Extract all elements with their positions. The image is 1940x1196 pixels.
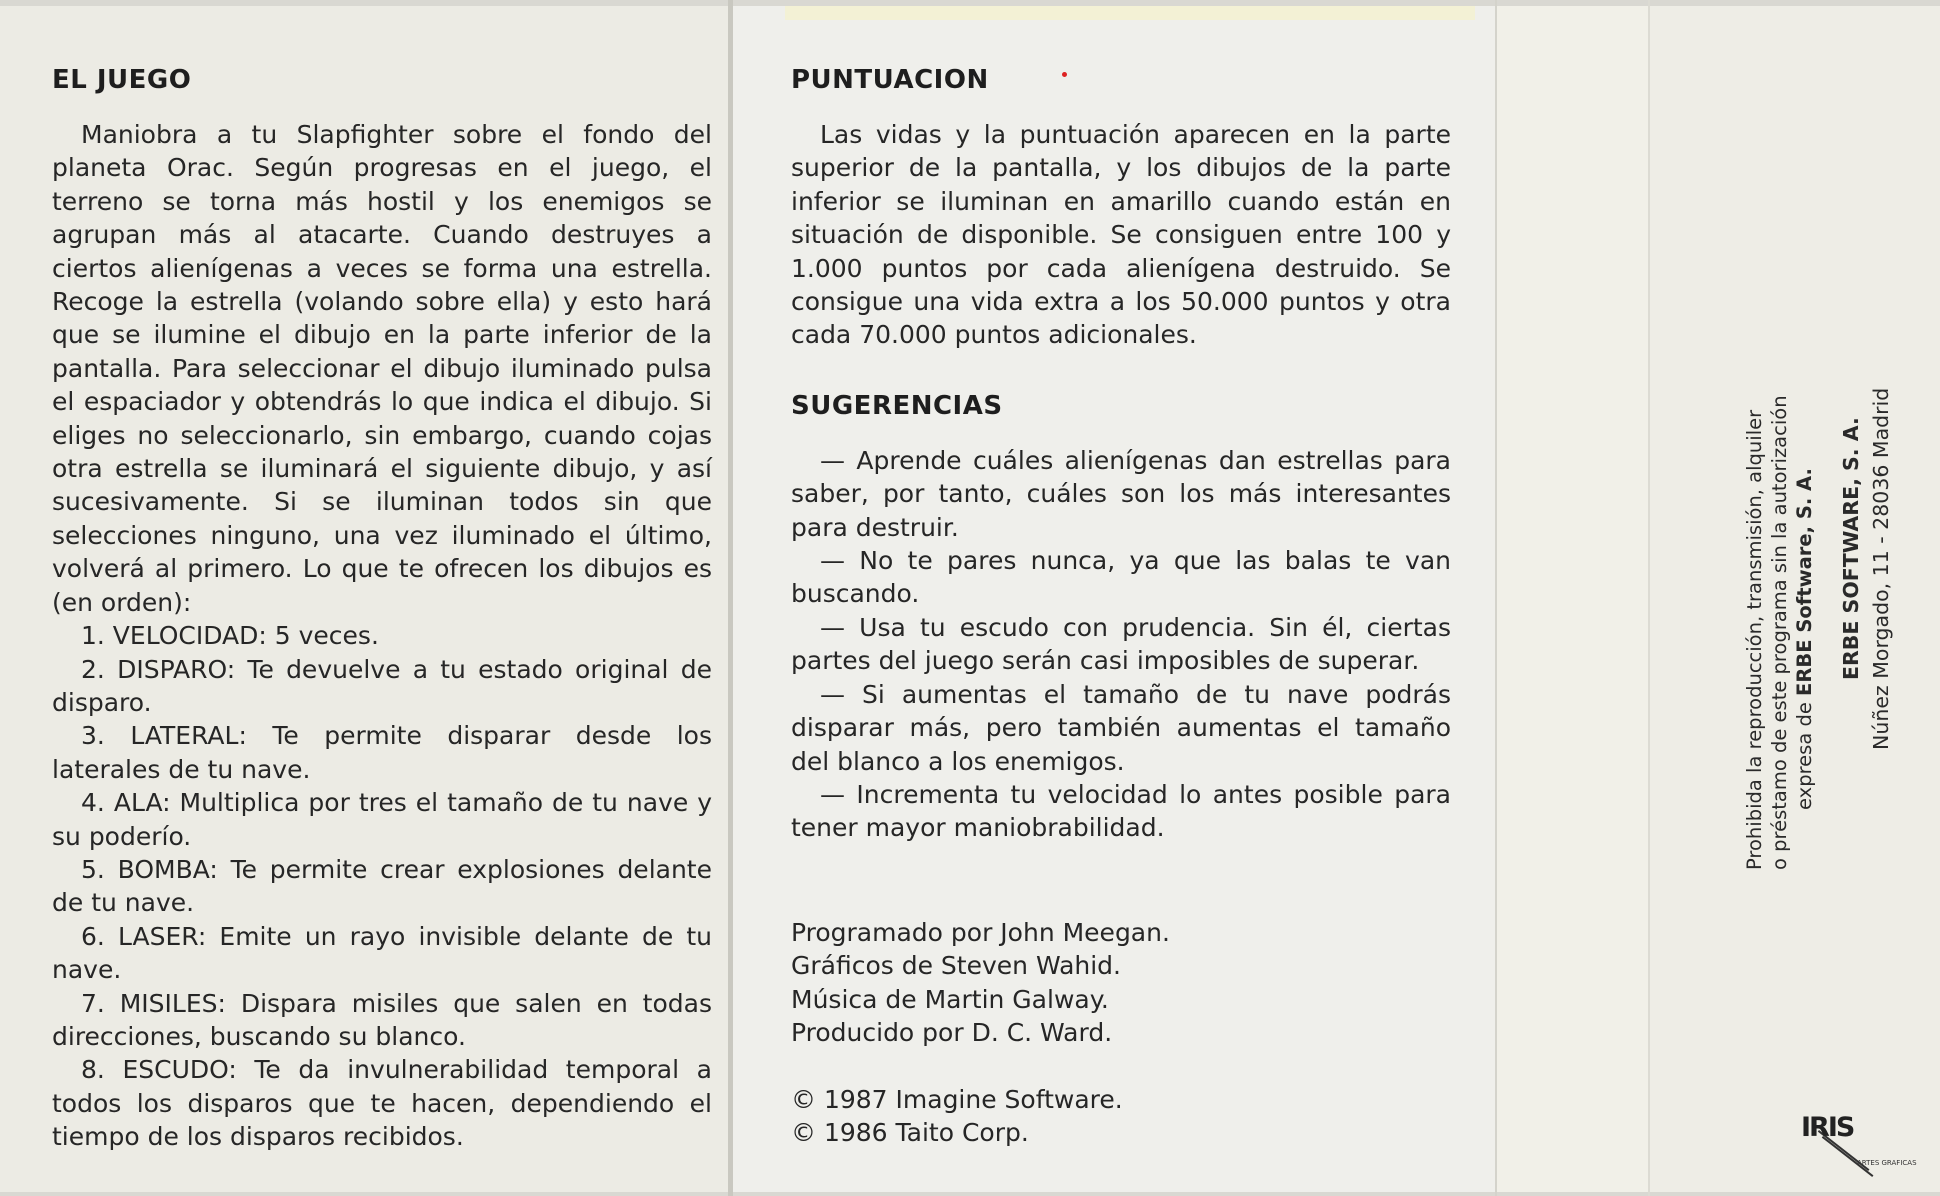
powerup-item: 3. LATERAL: Te permite disparar desde los laterales de tu nave. bbox=[52, 721, 712, 784]
section-heading-tips: SUGERENCIAS bbox=[791, 390, 1003, 421]
legal-line: o préstamo de este programa sin la autorización bbox=[1768, 395, 1791, 870]
credit-line: Música de Martin Galway. bbox=[791, 984, 1109, 1014]
printer-logo-subtitle: ARTES GRAFICAS bbox=[1857, 1159, 1917, 1167]
section-heading-game: EL JUEGO bbox=[52, 65, 192, 95]
powerup-item: 8. ESCUDO: Te da invulnerabilidad temporal a todos los disparos que te hacen, dependiendo el tiempo de los disparos recibidos. bbox=[52, 1055, 712, 1152]
tip-item: — No te pares nunca, ya que las balas te van buscando. bbox=[791, 546, 1451, 609]
credit-line: Gráficos de Steven Wahid. bbox=[791, 951, 1121, 981]
powerup-item: 6. LASER: Emite un rayo invisible delante de tu nave. bbox=[52, 921, 712, 985]
legal-line-last bbox=[1792, 395, 1817, 870]
tip-item: — Aprende cuáles alienígenas dan estrellas para saber, por tanto, cuáles son los más interesantes para destruir. bbox=[791, 445, 1451, 542]
powerup-item: 1. VELOCIDAD: 5 veces. bbox=[81, 621, 379, 651]
blank-panel bbox=[1497, 6, 1649, 1192]
publisher-address: Núñez Morgado, 11 - 28036 Madrid bbox=[1869, 387, 1893, 750]
legal-notice bbox=[1742, 395, 1817, 870]
tip-item: — Si aumentas el tamaño de tu nave podrás disparar más, pero también aumentas el tamaño del blanco a los enemigos. bbox=[791, 679, 1451, 776]
copyright-line: © 1987 Imagine Software. bbox=[791, 1085, 1123, 1114]
fold-line bbox=[1648, 0, 1650, 1196]
powerup-list bbox=[52, 619, 712, 1154]
legal-company: ERBE Software, S. A. bbox=[1793, 468, 1816, 696]
game-intro: Maniobra a tu Slapfighter sobre el fondo del planeta Orac. Según progresas en el juego, el terreno se torna más hostil y los enemigos se agrupan más al atacarte. Cuando destruyes a ciertos alienígenas a veces se forma una estrella. Recoge la estrella (volando sobre ella) y esto hará que se ilumine el dibujo en la parte inferior de la pantalla. Para seleccionar el dibujo iluminado pulsa el espaciador y obtendrás lo que indica el dibujo. Si eliges no seleccionarlo, sin embargo, cuando cojas otra estrella se iluminará el siguiente dibujo, y así sucesivamente. Si se iluminan todos sin que selecciones ninguno, una vez iluminado el último, volverá al primero. Lo que te ofrecen los dibujos es (en orden): bbox=[52, 120, 712, 617]
game-section bbox=[52, 64, 712, 1154]
fold-line bbox=[728, 0, 733, 1196]
scoring-and-tips-section bbox=[791, 64, 1451, 845]
credits-block bbox=[791, 916, 1170, 1050]
fold-line bbox=[1495, 0, 1497, 1196]
printer-logo-mark: IRIS bbox=[1801, 1112, 1854, 1143]
copyright-line: © 1986 Taito Corp. bbox=[791, 1118, 1029, 1148]
section-heading-scoring: PUNTUACION bbox=[791, 65, 989, 95]
credit-line: Producido por D. C. Ward. bbox=[791, 1018, 1113, 1048]
printer-logo bbox=[1801, 1112, 1917, 1170]
powerup-item: 2. DISPARO: Te devuelve a tu estado original de disparo. bbox=[52, 654, 712, 717]
scoring-text: Las vidas y la puntuación aparecen en la parte superior de la pantalla, y los dibujos de la parte inferior se iluminan en amarillo cuando están en situación de disponible. Se consiguen entre 100 y 1.000 puntos por cada alienígena destruido. Se consigue una vida extra a los 50.000 puntos y otra cada 70.000 puntos adicionales. bbox=[791, 120, 1451, 350]
legal-line: Prohibida la reproducción, transmisión, alquiler bbox=[1743, 409, 1766, 870]
publisher-info bbox=[1836, 388, 1896, 750]
powerup-item: 4. ALA: Multiplica por tres el tamaño de tu nave y su poderío. bbox=[52, 788, 712, 851]
tip-item: — Incrementa tu velocidad lo antes posible para tener mayor maniobrabilidad. bbox=[791, 779, 1451, 843]
paper-stain bbox=[785, 6, 1475, 20]
publisher-name: ERBE SOFTWARE, S. A. bbox=[1839, 417, 1863, 680]
powerup-item: 5. BOMBA: Te permite crear explosiones delante de tu nave. bbox=[52, 854, 712, 918]
copyright-block bbox=[791, 1083, 1123, 1150]
tip-item: — Usa tu escudo con prudencia. Sin él, ciertas partes del juego serán casi imposibles de superar. bbox=[791, 612, 1451, 676]
powerup-item: 7. MISILES: Dispara misiles que salen en todas direcciones, buscando su blanco. bbox=[52, 988, 712, 1051]
credit-line: Programado por John Meegan. bbox=[791, 918, 1170, 947]
legal-prefix: expresa de bbox=[1793, 695, 1816, 810]
